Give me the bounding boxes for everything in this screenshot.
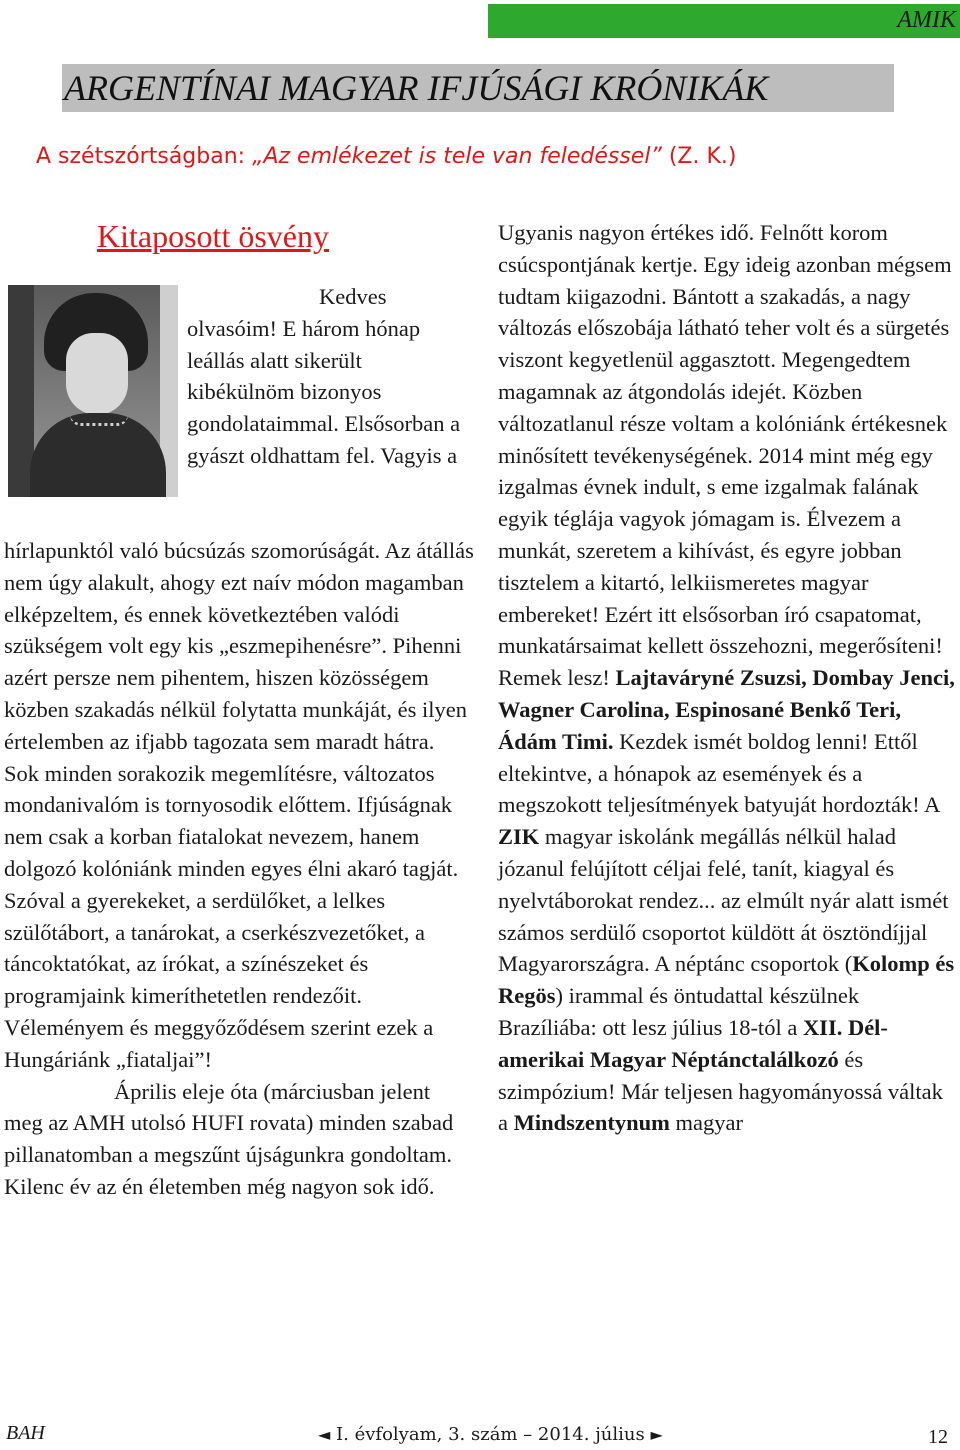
subtitle [36, 144, 737, 169]
right-names-bold: Lajtaváryné Zsuzsi, Dombay Jenci, Wagner Carolina, Espinosané Benkő Teri, Ádám Timi. [498, 665, 955, 754]
right-kolomp-bold: Kolomp és Regös [498, 951, 955, 1009]
left-column-wrap-text [187, 281, 467, 472]
left-paragraph-2 [4, 1076, 474, 1203]
footer-left: BAH [6, 1422, 45, 1444]
footer-issue [318, 1424, 663, 1445]
next-arrow-icon[interactable]: ► [650, 1425, 663, 1444]
right-paragraph [498, 217, 958, 1139]
right-text-d: ) irammal és öntudattal készülnek Brazíliába: ott lesz július 18-tól a [498, 983, 860, 1040]
right-text-f: magyar [669, 1110, 743, 1136]
prev-arrow-icon[interactable]: ◄ [318, 1425, 331, 1444]
article-title: Kitaposott ösvény [97, 218, 329, 254]
page-title-text: ARGENTÍNAI MAGYAR IFJÚSÁGI KRÓNIKÁK [64, 68, 769, 108]
right-zik-bold: ZIK [498, 824, 540, 850]
footer-issue-text: I. évfolyam, 3. szám – 2014. július [330, 1424, 651, 1445]
header-badge-bar [488, 4, 960, 38]
subtitle-prefix: A szétszórtságban: [36, 144, 253, 169]
left-column [4, 535, 474, 1203]
right-text-b: Kezdek ismét boldog lenni! Ettől eltekintve, a hónapok az események és a megszokott teljesítmények batyuját hordozták! A [498, 728, 940, 818]
left-wrap-paragraph: Kedves olvasóim! E három hónap leállás alatt sikerült kibékülnöm bizonyos gondolataimmal. Elsősorban a gyászt oldhattam fel. Vagyis a [187, 284, 461, 468]
left-paragraph-1: hírlapunktól való búcsúzás szomorúságát. Az átállás nem úgy alakult, ahogy ezt naív módon magamban elképzeltem, és ennek következtében valódi szükségem volt egy kis „eszmepihenésre”. Pihenni azért persze nem pihentem, hiszen közösségem közben szakadás nélkül folytatta munkáját, és ilyen értelemben az ifjabb tagozata sem maradt hátra. Sok minden sorakozik megemlítésre, változatos mondanivalóm is tornyosodik előttem. Ifjúságnak nem csak a korban fiatalokat nevezem, hanem dolgozó kolóniánk minden egyes élni akaró tagját. Szóval a gyerekeket, a serdülőket, a lelkes szülőtábort, a tanárokat, a cserkészvezetőket, a táncoktatókat, az írókat, a színészeket és programjaink kimeríthetetlen rendezőit. Véleményem és meggyőződésem szerint ezek a Hungáriánk „fiataljai”! [4, 538, 474, 1072]
right-text-c: magyar iskolánk megállás nélkül halad józanul felújított céljai felé, tanít, kiagyal és nyelvtáborokat rendez... az elmúlt nyár alatt ismét számos serdülő csoportot küldött át ösztöndíjjal Magyarországra. A néptánc csoportok ( [498, 824, 949, 977]
page-title [62, 64, 894, 112]
portrait-photo [8, 285, 178, 497]
photo-face [66, 333, 128, 415]
header-badge: AMIK [897, 7, 956, 33]
left-paragraph-2-text: Április eleje óta (márciusban jelent meg az AMH utolsó HUFI rovata) minden szabad pillanatomban a megszűnt újságunkra gondoltam. Kilenc év az én életemben még nagyon sok idő. [4, 1078, 454, 1199]
right-mind-bold: Mindszentynum [513, 1110, 670, 1136]
right-column [498, 217, 958, 1139]
page-number: 12 [928, 1426, 948, 1448]
subtitle-quote: „Az emlékezet is tele van feledéssel” [252, 144, 662, 169]
subtitle-suffix: (Z. K.) [661, 144, 737, 169]
right-event-bold: XII. Dél-amerikai Magyar Néptánctalálkozó [498, 1014, 888, 1072]
right-text-e: és szimpózium! Már teljesen hagyományossá váltak a [498, 1046, 943, 1136]
photo-necklace [70, 415, 128, 426]
right-text-a: Ugyanis nagyon értékes idő. Felnőtt korom csúcspontjának kertje. Egy ideig azonban mégsem tudtam kiigazodni. Bántott a szakadás, a nagy változás előszobája látható teher volt és a sürgetés viszont kegyetlenül aggasztott. Megengedtem magamnak az átgondolás idejét. Közben változatlanul része voltam a kolóniánk értékesnek minősített tevékenységének. 2014 mint még egy izgalmas évnek indult, s eme izgalmak falának egyik téglája vagyok jómagam is. Élvezem a munkát, szeretem a kihívást, és egyre jobban tisztelem a kitartó, lelkiismeretes magyar embereket! Ezért itt elsősorban író csapatomat, munkatársaimat kellett összehozni, megerősíteni! Remek lesz! [498, 220, 952, 691]
